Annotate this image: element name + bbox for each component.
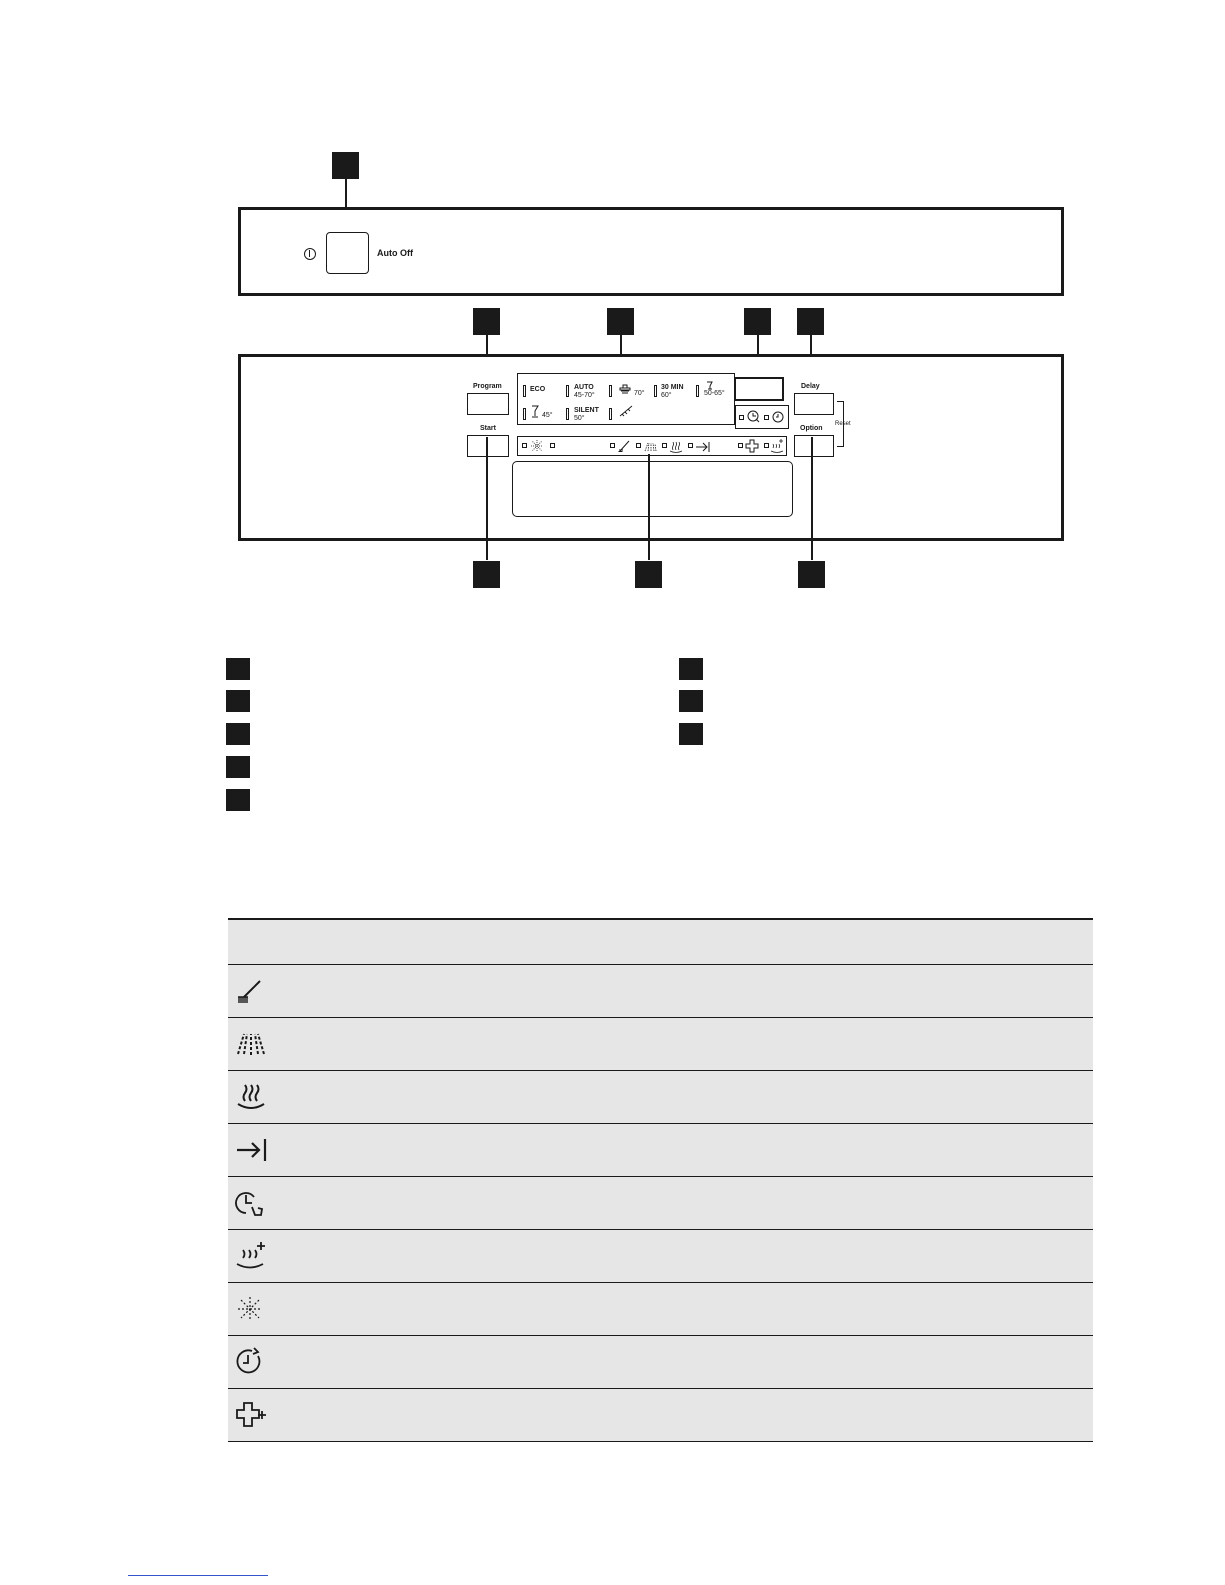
program-30min: 30 MIN 60° bbox=[661, 384, 684, 399]
program-silent: SILENT 50° bbox=[574, 407, 599, 422]
callout-1 bbox=[332, 152, 359, 179]
start-button[interactable] bbox=[467, 435, 509, 457]
leader-line-6 bbox=[486, 437, 488, 560]
program-eco: ECO bbox=[530, 386, 546, 393]
on-off-button[interactable] bbox=[326, 232, 369, 274]
main-panel bbox=[238, 354, 1064, 541]
callout-3 bbox=[607, 308, 634, 335]
rinse-hold-icon bbox=[618, 404, 634, 423]
delay-label: Delay bbox=[801, 383, 820, 390]
legend-marker-7 bbox=[679, 690, 703, 712]
legend-marker-4 bbox=[226, 756, 250, 778]
salt-indicator bbox=[522, 443, 527, 448]
extra-hygiene-small-icon bbox=[745, 439, 761, 458]
legend-marker-5 bbox=[226, 789, 250, 811]
program-indicator-eco bbox=[523, 385, 526, 397]
start-label: Start bbox=[480, 425, 496, 432]
delay-clock-icon bbox=[234, 1346, 268, 1378]
table-row bbox=[228, 1017, 1093, 1070]
auto-off-label: Auto Off bbox=[377, 248, 413, 258]
time-manager-small-icon bbox=[746, 409, 762, 430]
callout-4 bbox=[744, 308, 771, 335]
program-indicator-silent bbox=[566, 408, 569, 420]
time-manager-icon bbox=[234, 1187, 268, 1219]
program-auto: AUTO 45-70° bbox=[574, 384, 595, 399]
lower-display-window bbox=[512, 461, 793, 517]
delay-indicator bbox=[764, 415, 769, 420]
top-panel bbox=[238, 207, 1064, 296]
program-indicator-auto bbox=[566, 385, 569, 397]
glass-45-icon bbox=[530, 405, 540, 424]
end-small-icon bbox=[695, 440, 711, 458]
table-row bbox=[228, 1123, 1093, 1176]
legend-marker-6 bbox=[679, 658, 703, 680]
callout-8 bbox=[798, 561, 825, 588]
washing-phase-spray-icon bbox=[234, 1028, 268, 1060]
dry-small-icon bbox=[669, 440, 683, 458]
time-manager-indicator bbox=[739, 415, 744, 420]
table-row bbox=[228, 1176, 1093, 1229]
legend-marker-1 bbox=[226, 658, 250, 680]
option-button[interactable] bbox=[794, 435, 834, 457]
extra-dry-icon bbox=[234, 1240, 268, 1272]
table-row bbox=[228, 1229, 1093, 1282]
program-indicator-glass bbox=[696, 385, 699, 397]
program-label: Program bbox=[473, 383, 502, 390]
callout-2 bbox=[473, 308, 500, 335]
option-indicator-box bbox=[735, 405, 789, 429]
program-indicator-70 bbox=[609, 385, 612, 397]
table-row bbox=[228, 1070, 1093, 1123]
end-indicator bbox=[688, 443, 693, 448]
leader-line-7 bbox=[648, 454, 650, 560]
digital-display bbox=[734, 377, 784, 401]
legend-marker-2 bbox=[226, 690, 250, 712]
callout-6 bbox=[473, 561, 500, 588]
option-label: Option bbox=[800, 425, 823, 432]
extra-hygiene-cross-icon bbox=[234, 1399, 268, 1431]
table-row bbox=[228, 964, 1093, 1017]
rinse-aid-brush-icon bbox=[234, 975, 268, 1007]
program-45: 45° bbox=[542, 412, 553, 419]
indicator-table bbox=[228, 918, 1093, 1442]
drying-phase-icon bbox=[234, 1081, 268, 1113]
delay-small-icon bbox=[771, 410, 785, 429]
rinse-aid-indicator bbox=[610, 443, 615, 448]
pots-pans-icon bbox=[618, 382, 632, 401]
wash-indicator bbox=[636, 443, 641, 448]
extra-hygiene-indicator bbox=[738, 443, 743, 448]
program-indicator-45 bbox=[523, 408, 526, 420]
table-row bbox=[228, 1282, 1093, 1335]
wash-small-icon bbox=[643, 440, 657, 458]
indicator-strip bbox=[517, 436, 787, 456]
dry-indicator bbox=[662, 443, 667, 448]
callout-5 bbox=[797, 308, 824, 335]
program-button[interactable] bbox=[467, 393, 509, 415]
callout-7 bbox=[635, 561, 662, 588]
extra-dry-indicator bbox=[764, 443, 769, 448]
rinse-aid-small-icon bbox=[617, 439, 631, 458]
table-row bbox=[228, 1388, 1093, 1442]
program-display bbox=[517, 373, 735, 425]
table-header bbox=[228, 918, 1093, 964]
leader-line-8 bbox=[811, 437, 813, 560]
table-row bbox=[228, 1335, 1093, 1388]
footer-link-underline[interactable] bbox=[128, 1575, 268, 1576]
legend-marker-3 bbox=[226, 723, 250, 745]
salt-sparkle-icon bbox=[234, 1293, 268, 1325]
program-70: 70° bbox=[634, 390, 645, 397]
program-indicator-30min bbox=[654, 385, 657, 397]
legend-marker-8 bbox=[679, 723, 703, 745]
program-indicator-rinse bbox=[609, 408, 612, 420]
salt-small-icon bbox=[530, 439, 544, 458]
power-icon bbox=[304, 248, 316, 260]
program-50-65: 50-65° bbox=[704, 390, 725, 397]
extra-dry-small-icon bbox=[770, 438, 784, 459]
reset-label: Reset bbox=[835, 421, 851, 427]
delay-button[interactable] bbox=[794, 393, 834, 415]
salt-indicator-2 bbox=[550, 443, 555, 448]
end-arrow-icon bbox=[234, 1134, 268, 1166]
